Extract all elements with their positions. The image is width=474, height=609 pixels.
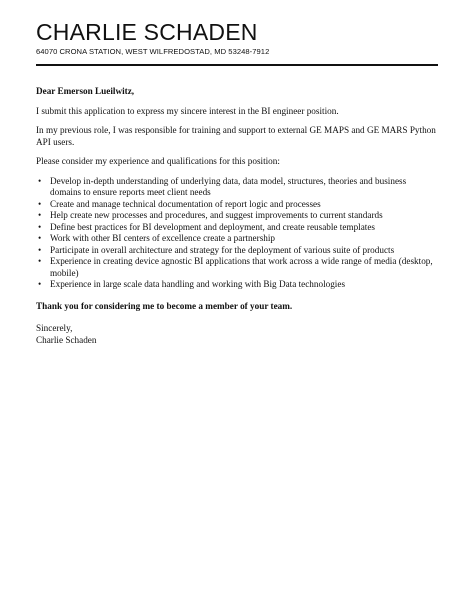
bullet-icon: • bbox=[38, 221, 42, 232]
qualifications-intro: Please consider my experience and qualifications for this position: bbox=[36, 156, 280, 166]
bullet-icon: • bbox=[38, 233, 42, 243]
closing-statement: Thank you for considering me to become a member of your team. bbox=[36, 300, 293, 311]
salutation: Dear Emerson Lueilwitz, bbox=[36, 86, 135, 96]
list-item-text: Create and manage technical documentation of report logic and processes bbox=[50, 198, 321, 209]
list-item-text: Work with other BI centers of excellence create a partnership bbox=[50, 233, 276, 243]
list-item-text: Develop in-depth understanding of underlying data, data model, structures, theories and business domains to ensure reports meet client needs bbox=[50, 175, 407, 197]
list-item bbox=[38, 210, 438, 222]
list-item bbox=[38, 221, 438, 234]
list-item bbox=[38, 256, 438, 279]
cover-letter-page bbox=[36, 0, 438, 346]
experience-paragraph: In my previous role, I was responsible for training and support to external GE MAPS and GE MARS Python API users. bbox=[36, 125, 436, 147]
list-item bbox=[38, 233, 438, 245]
bullet-icon: • bbox=[38, 210, 42, 220]
list-item-text: Participate in overall architecture and strategy for the deployment of various suite of products bbox=[50, 244, 395, 255]
bullet-icon: • bbox=[38, 198, 42, 209]
signature-name: Charlie Schaden bbox=[36, 334, 97, 345]
header-divider bbox=[36, 64, 438, 66]
bullet-icon: • bbox=[38, 244, 42, 255]
applicant-name: CHARLIE SCHADEN bbox=[36, 19, 258, 45]
bullet-icon: • bbox=[38, 279, 42, 289]
letter-body bbox=[36, 86, 438, 346]
list-item bbox=[38, 198, 438, 211]
signoff: Sincerely, bbox=[36, 323, 73, 333]
list-item bbox=[38, 279, 438, 291]
bullet-icon: • bbox=[38, 175, 42, 186]
intro-paragraph: I submit this application to express my sincere interest in the BI engineer position. bbox=[36, 105, 339, 116]
applicant-address: 64070 CRONA STATION, WEST WILFREDOSTAD, MD 53248-7912 bbox=[36, 47, 270, 56]
qualifications-list bbox=[36, 176, 438, 291]
list-item-text: Experience in large scale data handling and working with Big Data technologies bbox=[50, 279, 346, 289]
bullet-icon: • bbox=[38, 256, 42, 266]
list-item-text: Experience in creating device agnostic BI applications that work across a wide range of media (desktop, mobile) bbox=[50, 256, 433, 278]
list-item bbox=[38, 175, 438, 199]
list-item-text: Help create new processes and procedures, and suggest improvements to current standards bbox=[50, 210, 383, 220]
list-item-text: Define best practices for BI development and deployment, and create reusable templates bbox=[50, 221, 376, 232]
list-item bbox=[38, 244, 438, 257]
